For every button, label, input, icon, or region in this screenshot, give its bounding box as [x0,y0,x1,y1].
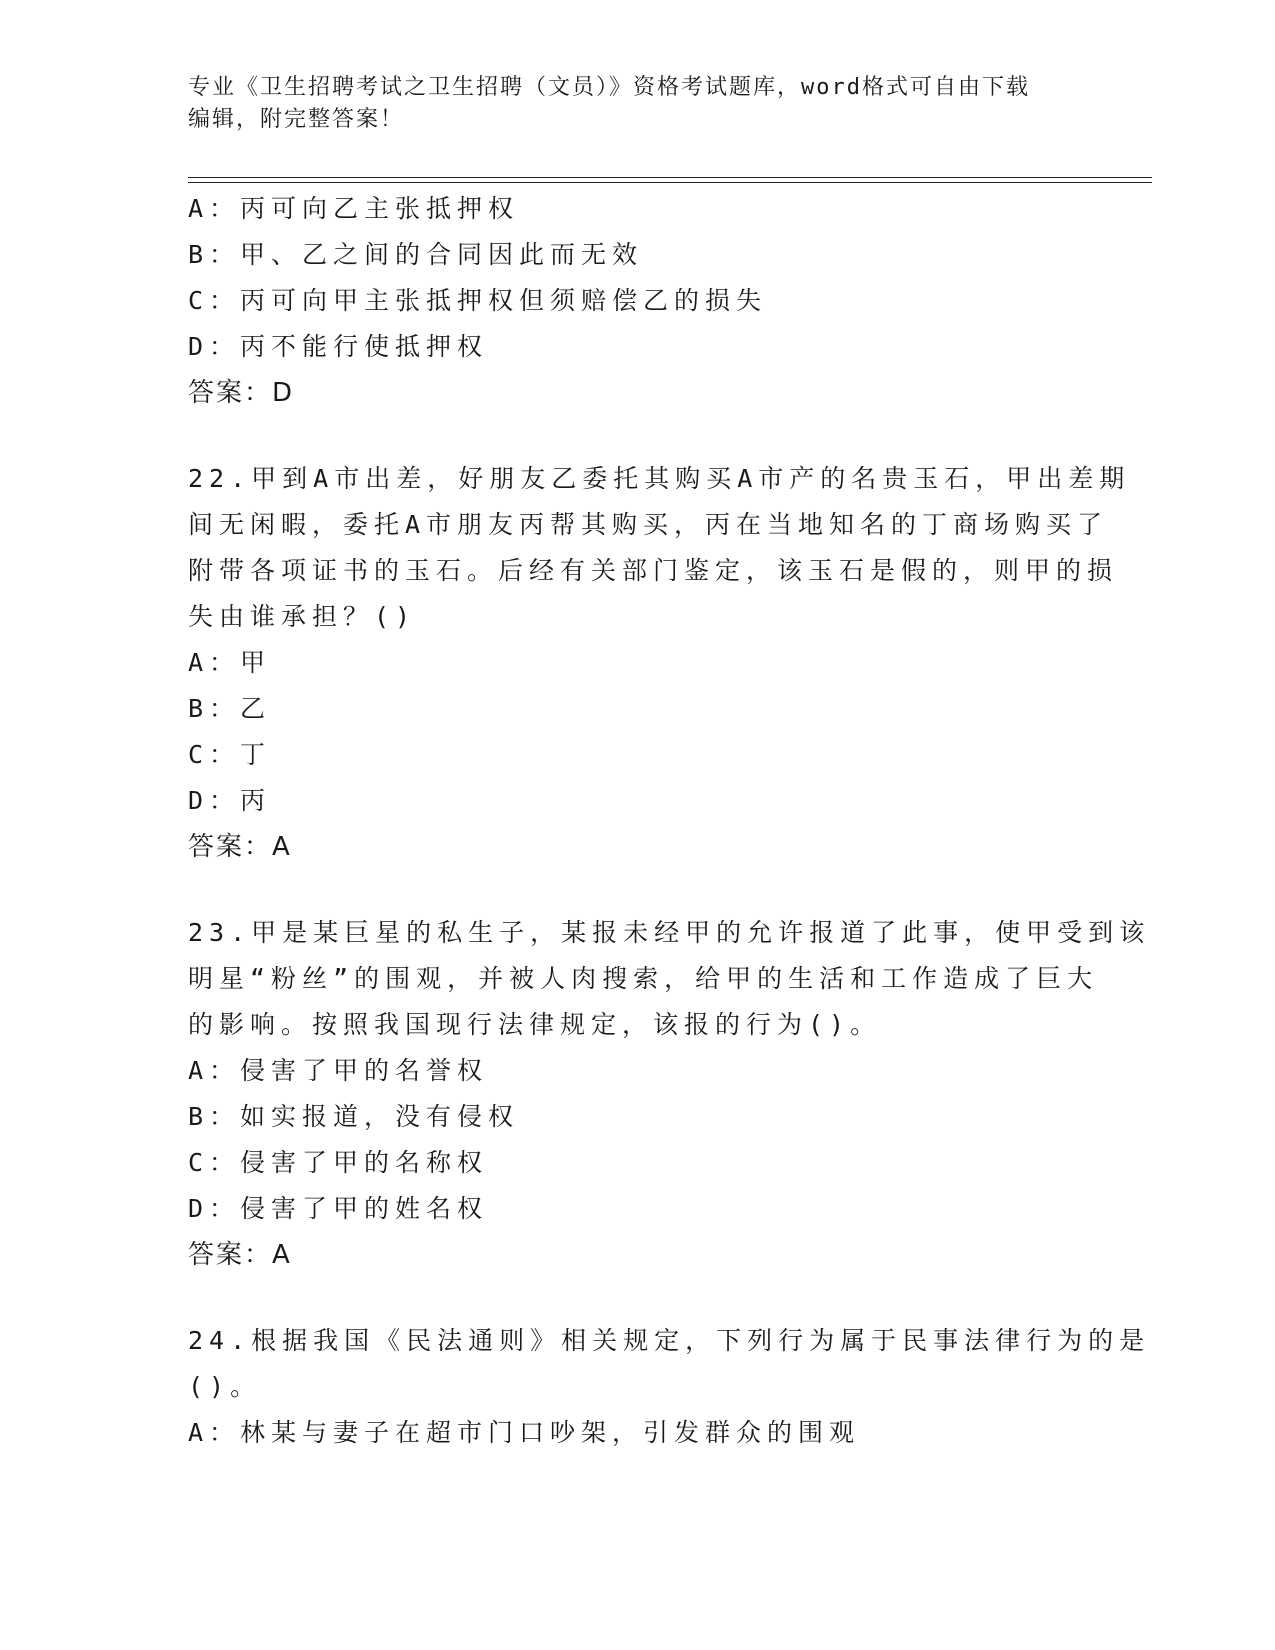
document-header [188,72,1088,136]
answer-line: 答案：A [188,1240,292,1270]
option-c: C：侵害了甲的名称权 [188,1148,489,1177]
stem-line: 失由谁承担？() [188,602,417,631]
option-b: B：甲、乙之间的合同因此而无效 [188,240,644,269]
option-d: D：侵害了甲的姓名权 [188,1194,489,1223]
option-a: A：丙可向乙主张抵押权 [188,194,520,223]
question-22 [188,456,1131,870]
option-a: A：甲 [188,648,272,677]
option-b: B：乙 [188,694,272,723]
header-line-2: 编辑，附完整答案！ [188,107,405,132]
question-stem [188,1318,1151,1410]
stem-line: 22.甲到A市出差，好朋友乙委托其购买A市产的名贵玉石，甲出差期 [188,464,1131,493]
header-divider-bottom [188,182,1152,183]
stem-line: 明星“粉丝”的围观，并被人肉搜索，给甲的生活和工作造成了巨大 [188,964,1099,993]
answer-line: 答案：A [188,832,292,862]
question-stem [188,456,1131,640]
stem-line: 附带各项证书的玉石。后经有关部门鉴定，该玉石是假的，则甲的损 [188,556,1119,585]
option-a: A：侵害了甲的名誉权 [188,1056,489,1085]
stem-line: 的影响。按照我国现行法律规定，该报的行为()。 [188,1010,882,1039]
answer-line: 答案：D [188,378,295,408]
option-d: D：丙 [188,786,272,815]
stem-line: 间无闲暇，委托A市朋友丙帮其购买，丙在当地知名的丁商场购买了 [188,510,1109,539]
option-c: C：丙可向甲主张抵押权但须赔偿乙的损失 [188,286,768,315]
stem-line: ()。 [188,1372,262,1401]
question-21-tail [188,186,1088,416]
option-d: D：丙不能行使抵押权 [188,332,489,361]
stem-line: 23.甲是某巨星的私生子，某报未经甲的允许报道了此事，使甲受到该 [188,918,1151,947]
option-b: B：如实报道，没有侵权 [188,1102,520,1131]
question-list [188,186,1151,1456]
header-line-1: 专业《卫生招聘考试之卫生招聘（文员）》资格考试题库，word格式可自由下载 [188,75,1030,100]
header-divider-top [188,177,1152,178]
question-23 [188,910,1151,1278]
option-c: C：丁 [188,740,272,769]
question-24 [188,1318,1151,1456]
stem-line: 24.根据我国《民法通则》相关规定，下列行为属于民事法律行为的是 [188,1326,1151,1355]
question-stem [188,910,1151,1048]
option-a: A：林某与妻子在超市门口吵架，引发群众的围观 [188,1418,861,1447]
